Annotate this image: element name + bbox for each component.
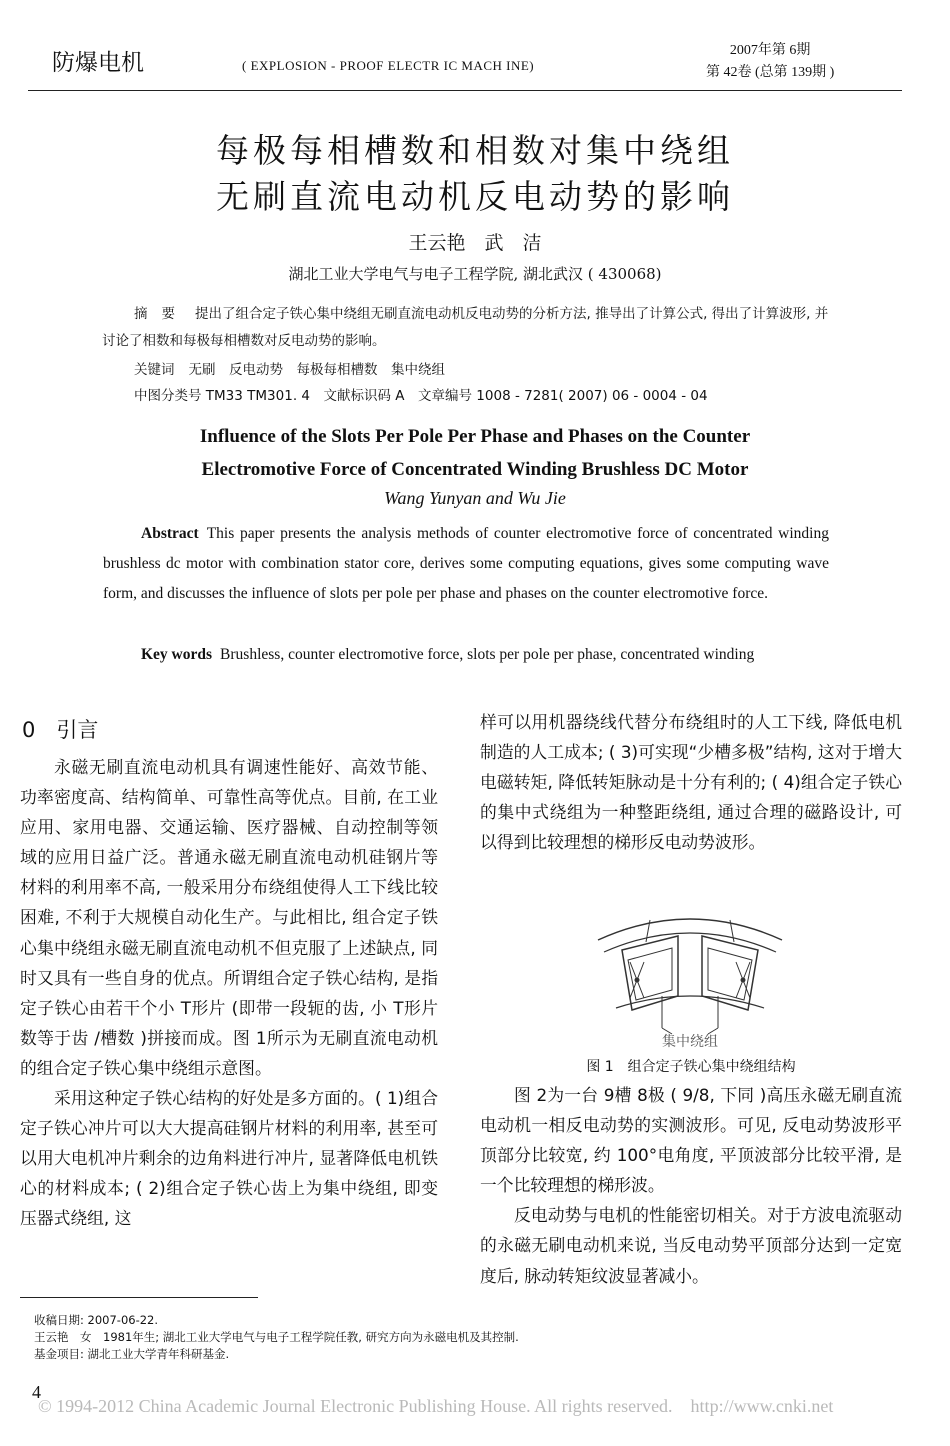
section-heading: 0 引言 [22, 718, 99, 742]
header-divider [28, 90, 902, 91]
keywords-english-text: Brushless, counter electromotive force, slots per pole per phase, concentrated winding [220, 646, 755, 663]
abstract-english [103, 519, 829, 609]
stator-diagram [590, 900, 790, 1050]
paragraph: 样可以用机器绕线代替分布绕组时的人工下线, 降低电机制造的人工成本; ( 3)可实现“少槽多极”结构, 这对于增大电磁转矩, 降低转矩脉动是十分有利的; ( 4)组合定子铁心的集中式绕组为一种整距绕组, 通过合理的磁路设计, 可以得到比较理想的梯形反电动势波形。 [480, 712, 902, 853]
english-authors: Wang Yunyan and Wu Jie [384, 488, 566, 508]
english-title-line-1: Influence of the Slots Per Pole Per Phase and Phases on the Counter [199, 426, 751, 447]
page-number: 4 [32, 1382, 41, 1402]
paragraph: 图 2为一台 9槽 8极 ( 9/8, 下同 )高压永磁无刷直流电动机一相反电动势的实测波形。可见, 反电动势波形平顶部分比较宽, 约 100°电角度, 平顶波部分比较平滑, 是一个比较理想的梯形波。 [480, 1085, 902, 1196]
footnote-divider [20, 1297, 258, 1298]
issue-info [706, 40, 834, 84]
keywords-text: 无刷 反电动势 每极每相槽数 集中绕组 [188, 362, 445, 378]
affiliation: 湖北工业大学电气与电子工程学院, 湖北武汉 ( 430068) [288, 265, 662, 283]
paragraph: 反电动势与电机的性能密切相关。对于方波电流驱动的永磁无刷电动机来说, 当反电动势平顶部分达到一定宽度后, 脉动转矩纹波显著减小。 [480, 1205, 902, 1286]
keywords-chinese [134, 358, 445, 378]
right-column-bottom [480, 1080, 902, 1291]
keywords-label: 关键词 [134, 362, 175, 378]
left-column [20, 752, 438, 1234]
title-line-1: 每极每相槽数和相数对集中绕组 [216, 131, 734, 170]
keywords-english [103, 640, 829, 670]
abstract-chinese [102, 301, 830, 355]
abstract-english-text: This paper presents the analysis methods of counter electromotive force of concentrated winding brushless dc motor with combination stator core, derives some computing equations, gives some computing wave form, and discusses the influence of slots per pole per phase and phases on the counter electromotive force. [103, 525, 829, 602]
figure-stator-diagram [590, 900, 790, 1050]
authors: 王云艳 武 洁 [408, 232, 542, 254]
english-title [0, 420, 950, 486]
journal-english-name: ( EXPLOSION - PROOF ELECTR IC MACH INE) [242, 58, 535, 73]
title-line-2: 无刷直流电动机反电动势的影响 [216, 177, 734, 216]
abstract-english-label: Abstract [141, 525, 199, 542]
article-title [0, 128, 950, 220]
issue-volume: 第 42卷 (总第 139期 ) [706, 65, 835, 80]
footnote-author: 王云艳 女 1981年生; 湖北工业大学电气与电子工程学院任教, 研究方向为永磁电机及其控制. [34, 1330, 519, 1344]
paragraph: 采用这种定子铁心结构的好处是多方面的。( 1)组合定子铁心冲片可以大大提高硅钢片材料的利用率, 甚至可以用大电机冲片剩余的边角料进行冲片, 显著降低电机铁心的材料成本; ( 2)组合定子铁心齿上为集中绕组, 即变压器式绕组, 这 [20, 1088, 438, 1229]
copyright-watermark: © 1994-2012 China Academic Journal Electronic Publishing House. All rights reserved. http://www.cnki.net [38, 1396, 834, 1416]
figure-caption: 图 1 组合定子铁心集中绕组结构 [586, 1059, 796, 1075]
right-column-top [480, 707, 902, 857]
classification-line: 中图分类号 TM33 TM301. 4 文献标识码 A 文章编号 1008 - 7281( 2007) 06 - 0004 - 04 [134, 388, 708, 404]
issue-year-number: 2007年第 6期 [729, 43, 811, 58]
footnotes [34, 1312, 519, 1363]
footnote-received: 收稿日期: 2007-06-22. [34, 1313, 159, 1327]
abstract-text: 提出了组合定子铁心集中绕组无刷直流电动机反电动势的分析方法, 推导出了计算公式, 得出了计算波形, 并讨论了相数和每极每相槽数对反电动势的影响。 [102, 306, 829, 349]
english-title-line-2: Electromotive Force of Concentrated Winding Brushless DC Motor [201, 459, 749, 480]
keywords-english-label: Key words [141, 646, 213, 663]
paragraph: 永磁无刷直流电动机具有调速性能好、高效节能、功率密度高、结构简单、可靠性高等优点。目前, 在工业应用、家用电器、交通运输、医疗器械、自动控制等领域的应用日益广泛。普通永磁无刷直流电动机硅钢片等材料的利用率不高, 一般采用分布绕组使得人工下线比较困难, 不利于大规模自动化生产。与此相比, 组合定子铁心集中绕组永磁无刷直流电动机不但克服了上述缺点, 同时又具有一些自身的优点。所谓组合定子铁心结构, 是指定子铁心由若干个小 T形片 (即带一段轭的齿, 小 T形片数等于齿 /槽数 )拼接而成。图 1所示为无刷直流电动机的组合定子铁心集中绕组示意图。 [20, 757, 438, 1078]
abstract-label: 摘要 [134, 306, 189, 322]
journal-name: 防爆电机 [52, 50, 144, 76]
figure-inner-label: 集中绕组 [662, 1034, 718, 1050]
footnote-funding: 基金项目: 湖北工业大学青年科研基金. [34, 1347, 230, 1361]
